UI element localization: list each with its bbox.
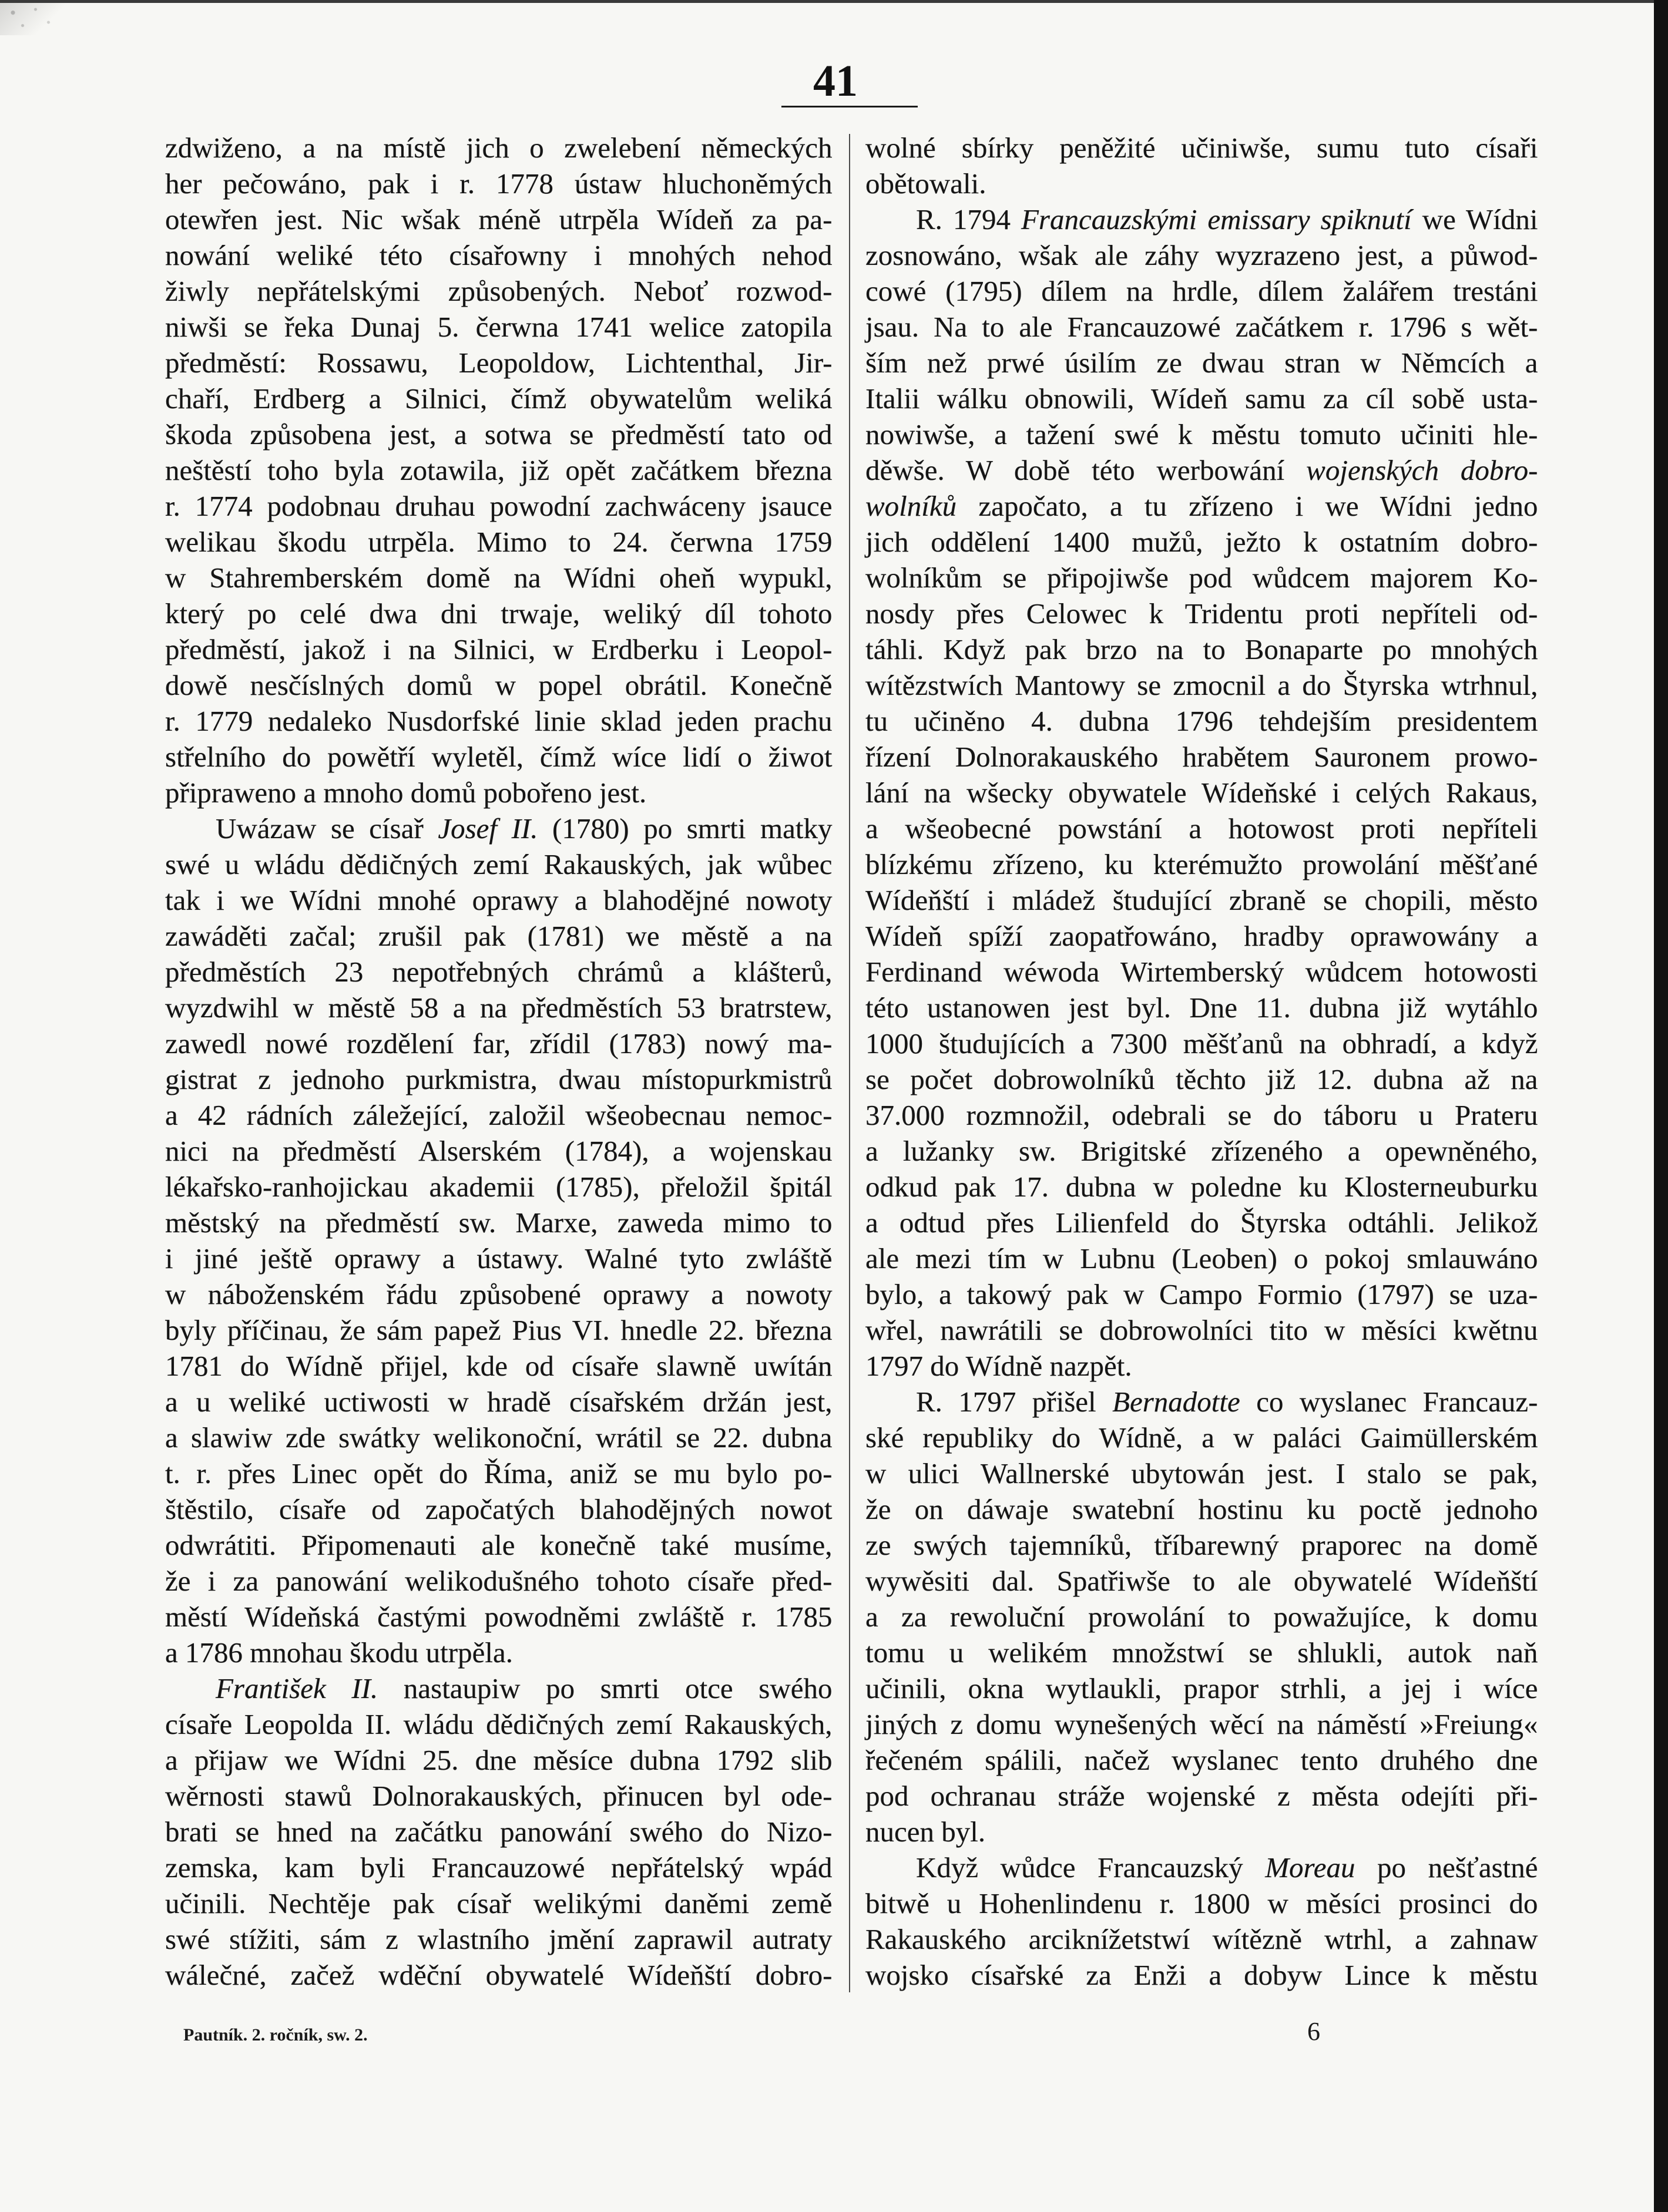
text-line xyxy=(165,1312,833,1348)
text-line xyxy=(165,1885,833,1921)
line-text: městský na předměstí sw. Marxe, zaweda mimo to xyxy=(165,1206,833,1239)
right-column xyxy=(865,130,1538,1993)
text-line xyxy=(165,667,833,703)
line-text xyxy=(865,454,1538,486)
line-text: jich oddělení 1400 mužů, ježto k ostatním dobro- xyxy=(865,526,1538,558)
text-run: R. 1797 přišel xyxy=(916,1386,1113,1418)
text-line xyxy=(165,990,833,1026)
line-text: odwrátiti. Připomenauti ale konečně také musíme, xyxy=(165,1529,833,1561)
printer-signature: Pautník. 2. ročník, sw. 2. xyxy=(183,2025,368,2045)
line-text: řečeném spálili, načež wyslanec tento druhého dne xyxy=(865,1744,1538,1776)
line-text: střelního do powětří wyletěl, čímž wíce lidí o žiwot xyxy=(165,741,833,773)
line-text: nici na předměstí Alserském (1784), a wojenskau xyxy=(165,1135,833,1167)
line-text: učinili. Nechtěje pak císař welikými daněmi země xyxy=(165,1887,833,1919)
text-line xyxy=(865,1885,1538,1921)
line-text: 37.000 rozmnožil, odebrali se do táboru u Prateru xyxy=(865,1099,1538,1131)
line-text: dowě nesčíslných domů w popel obrátil. Konečně xyxy=(165,669,833,701)
text-line xyxy=(865,918,1538,954)
line-text: jiných z domu wynešených wěcí na náměstí »Freiung« xyxy=(865,1708,1538,1740)
line-text: nowání weliké této císařowny i mnohých nehod xyxy=(165,239,833,271)
line-text: že on dáwaje swatební hostinu ku poctě jednoho xyxy=(865,1493,1538,1525)
line-text: a u weliké uctiwosti w hradě císařském držán jest, xyxy=(165,1386,833,1418)
scan-noise-corner xyxy=(0,3,65,35)
line-text: císaře Leopolda II. wládu dědičných zemí Rakauských, xyxy=(165,1708,833,1740)
text-line xyxy=(165,1635,833,1670)
text-run: děwše. W době této werbowání xyxy=(865,454,1307,486)
line-text: ale mezi tím w Lubnu (Leoben) o pokoj smlauwáno xyxy=(865,1242,1538,1275)
text-line xyxy=(165,345,833,381)
text-line xyxy=(865,1241,1538,1276)
text-line xyxy=(165,130,833,166)
text-line xyxy=(865,631,1538,667)
text-line xyxy=(165,1241,833,1276)
italic-run: Bernadotte xyxy=(1112,1386,1240,1418)
text-line xyxy=(865,560,1538,596)
line-text xyxy=(916,1851,1538,1884)
line-text: ze swých tajemníků, tříbarewný praporec na domě xyxy=(865,1529,1538,1561)
text-line xyxy=(165,1814,833,1850)
line-text: w náboženském řádu způsobené oprawy a nowoty xyxy=(165,1278,833,1310)
line-text: nucen byl. xyxy=(865,1816,986,1848)
text-line xyxy=(865,237,1538,273)
text-line xyxy=(165,846,833,882)
line-text: jsau. Na to ale Francauzowé začátkem r. 1796 s wět- xyxy=(865,311,1538,343)
line-text: předměstích 23 nepotřebných chrámů a klášterů, xyxy=(165,956,833,988)
text-line xyxy=(865,1921,1538,1957)
line-text: w ulici Wallnerské ubytowán jest. I stalo se pak, xyxy=(865,1457,1538,1490)
paragraph xyxy=(165,130,833,811)
text-line xyxy=(865,1348,1538,1384)
text-line xyxy=(165,1742,833,1778)
line-text: chaří, Erdberg a Silnici, čímž obywatelům weliká xyxy=(165,382,833,415)
line-text: předměstí: Rossawu, Leopoldow, Lichtenthal, Jir- xyxy=(165,347,833,379)
line-text: ším než prwé úsilím ze dwau stran w Němcích a xyxy=(865,347,1538,379)
column-divider xyxy=(849,134,850,1992)
text-line xyxy=(165,488,833,524)
text-run: R. 1794 xyxy=(916,203,1021,236)
text-line xyxy=(865,201,1538,237)
line-text: pod ochranau stráže wojenské z města odejíti při- xyxy=(865,1780,1538,1812)
paragraph xyxy=(165,811,833,1670)
line-text: a slawiw zde swátky welikonoční, wrátil se 22. dubna xyxy=(165,1421,833,1454)
text-line xyxy=(865,667,1538,703)
text-line xyxy=(165,166,833,201)
line-text: tu učiněno 4. dubna 1796 tehdejším presidentem xyxy=(865,705,1538,737)
line-text: připraweno a mnoho domů pobořeno jest. xyxy=(165,776,647,809)
text-run: (1780) po smrti matky xyxy=(538,812,833,845)
sheet-number: 6 xyxy=(1307,2017,1320,2046)
text-line xyxy=(165,1420,833,1455)
text-line xyxy=(165,1384,833,1420)
page-number: 41 xyxy=(813,56,858,106)
text-line xyxy=(865,1205,1538,1241)
line-text: ské republiky do Wídně, a w paláci Gaimüllerském xyxy=(865,1421,1538,1454)
text-line xyxy=(865,488,1538,524)
text-line xyxy=(165,882,833,918)
line-text: předměstí, jakož i na Silnici, w Erdberku i Leopol- xyxy=(165,633,833,665)
text-line xyxy=(165,237,833,273)
text-run: po nešťastné xyxy=(1355,1851,1538,1884)
text-line xyxy=(165,560,833,596)
line-text: her pečowáno, pak i r. 1778 ústaw hluchoněmých xyxy=(165,167,833,200)
paragraph xyxy=(865,201,1538,1384)
paragraph xyxy=(165,1670,833,1993)
text-line xyxy=(865,1455,1538,1491)
text-line xyxy=(165,381,833,416)
text-line xyxy=(865,1097,1538,1133)
text-line xyxy=(165,954,833,990)
line-text: swé stížiti, sám z wlastního jmění zaprawil autraty xyxy=(165,1923,833,1955)
line-text: Wídeň spíží zaopatřowáno, hradby oprawowány a xyxy=(865,920,1538,952)
line-text: zosnowáno, wšak ale záhy wyzrazeno jest, a půwod- xyxy=(865,239,1538,271)
line-text: byly příčinau, že sám papež Pius VI. hnedle 22. března xyxy=(165,1314,833,1346)
text-line xyxy=(865,1670,1538,1706)
text-line xyxy=(865,1814,1538,1850)
text-line xyxy=(865,1420,1538,1455)
line-text: a 1786 mnohau škodu utrpěla. xyxy=(165,1636,513,1669)
line-text: odkud pak 17. dubna w poledne ku Klosterneuburku xyxy=(865,1171,1538,1203)
text-line xyxy=(165,1205,833,1241)
line-text xyxy=(216,1672,833,1705)
line-text: 1000 študujících a 7300 měšťanů na obhradí, a když xyxy=(865,1027,1538,1060)
line-text: Ferdinand wéwoda Wirtemberský wůdcem hotowosti xyxy=(865,956,1538,988)
text-run: co wyslanec Francauz- xyxy=(1240,1386,1538,1418)
line-text: řízení Dolnorakauského hrabětem Sauronem prowo- xyxy=(865,741,1538,773)
line-text: táhli. Když pak brzo na to Bonaparte po mnohých xyxy=(865,633,1538,665)
line-text: brati se hned na začátku panowání swého do Nizo- xyxy=(165,1816,833,1848)
text-line xyxy=(865,1635,1538,1670)
line-text: Italii wálku obnowili, Wídeň samu za cíl sobě usta- xyxy=(865,382,1538,415)
line-text: štěstilo, císaře od započatých blahodějných nowot xyxy=(165,1493,833,1525)
paragraph xyxy=(865,130,1538,201)
text-line xyxy=(865,775,1538,811)
scan-edge-right xyxy=(1654,0,1668,2212)
text-line xyxy=(865,524,1538,560)
text-run: Uwázaw se císař xyxy=(216,812,438,845)
text-line xyxy=(165,918,833,954)
text-line xyxy=(865,739,1538,775)
text-line xyxy=(865,166,1538,201)
line-text: a lužanky sw. Brigitské zřízeného a opewněného, xyxy=(865,1135,1538,1167)
italic-run: František II. xyxy=(216,1672,378,1705)
text-line xyxy=(865,416,1538,452)
text-run: nastaupiw po smrti otce swého xyxy=(378,1672,833,1705)
text-line xyxy=(865,1384,1538,1420)
line-text: wálečné, začež wděční obywatelé Wídeňští dobro- xyxy=(165,1959,833,1991)
text-line xyxy=(865,1778,1538,1814)
text-line xyxy=(165,775,833,811)
line-text xyxy=(916,1386,1538,1418)
text-line xyxy=(165,416,833,452)
line-text: tak i we Wídni mnohé oprawy a blahodějné nowoty xyxy=(165,884,833,916)
text-line xyxy=(865,1312,1538,1348)
line-text: wřel, nawrátili se dobrowolníci tito w měsíci kwětnu xyxy=(865,1314,1538,1346)
text-line xyxy=(865,1276,1538,1312)
line-text: wojsko císařské za Enži a dobyw Lince k městu xyxy=(865,1959,1538,1991)
text-line xyxy=(165,1097,833,1133)
text-line xyxy=(165,1527,833,1563)
line-text: otewřen jest. Nic wšak méně utrpěla Wídeň za pa- xyxy=(165,203,833,236)
text-line xyxy=(865,1599,1538,1635)
line-text: nosdy přes Celowec k Tridentu proti nepříteli od- xyxy=(865,597,1538,630)
line-text: neštěstí toho byla zotawila, již opět začátkem března xyxy=(165,454,833,486)
line-text: nowiwše, a tažení swé k městu tomuto učiniti hle- xyxy=(865,418,1538,451)
text-line xyxy=(865,1742,1538,1778)
line-text: i jiné ještě oprawy a ústawy. Walné tyto zwláště xyxy=(165,1242,833,1275)
text-line xyxy=(865,1133,1538,1169)
line-text: že i za panowání welikodušného tohoto císaře před- xyxy=(165,1565,833,1597)
line-text xyxy=(916,203,1538,236)
text-line xyxy=(865,1850,1538,1885)
line-text: Wídeňští i mládež študující zbraně se chopili, město xyxy=(865,884,1538,916)
line-text: a odtud přes Lilienfeld do Štyrska odtáhli. Jelikož xyxy=(865,1206,1538,1239)
text-line xyxy=(165,1061,833,1097)
text-run: započato, a tu zřízeno i we Wídni jedno xyxy=(957,490,1538,522)
text-line xyxy=(165,524,833,560)
line-text: se počet dobrowolníků těchto již 12. dubna až na xyxy=(865,1063,1538,1095)
italic-run: Josef II. xyxy=(438,812,538,845)
text-line xyxy=(165,1348,833,1384)
line-text: lání na wšecky obywatele Wídeňské i celých Rakaus, xyxy=(865,776,1538,809)
line-text: wolníkům se připojiwše pod wůdcem majorem Ko- xyxy=(865,562,1538,594)
line-text: swé u wládu dědičných zemí Rakauských, jak wůbec xyxy=(165,848,833,880)
line-text: zdwiženo, a na místě jich o zwelebení německých xyxy=(165,132,833,164)
text-line xyxy=(165,1026,833,1061)
text-line xyxy=(165,1455,833,1491)
text-line xyxy=(865,1061,1538,1097)
line-text: blízkému zřízeno, ku kterémužto prowolání měšťané xyxy=(865,848,1538,880)
text-line xyxy=(865,1491,1538,1527)
text-line xyxy=(865,273,1538,309)
line-text: wolné sbírky peněžité učiniwše, sumu tuto císaři xyxy=(865,132,1538,164)
line-text: obětowali. xyxy=(865,167,986,200)
text-line xyxy=(865,381,1538,416)
text-line xyxy=(865,345,1538,381)
text-line xyxy=(165,1276,833,1312)
text-line xyxy=(865,846,1538,882)
line-text: cowé (1795) dílem na hrdle, dílem žalářem trestáni xyxy=(865,275,1538,307)
text-line xyxy=(165,631,833,667)
left-column xyxy=(165,130,833,1993)
text-line xyxy=(165,739,833,775)
line-text: wywěsiti dal. Spatřiwše to ale obywatelé Wídeňští xyxy=(865,1565,1538,1597)
line-text: niwši se řeka Dunaj 5. čerwna 1741 welice zatopila xyxy=(165,311,833,343)
text-line xyxy=(865,1026,1538,1061)
text-line xyxy=(865,1169,1538,1205)
line-text: a za rewoluční prowolání to powažujíce, k domu xyxy=(865,1601,1538,1633)
text-line xyxy=(865,452,1538,488)
text-line xyxy=(165,1670,833,1706)
text-line xyxy=(865,1563,1538,1599)
line-text: wěrnosti stawů Dolnorakauských, přinucen byl ode- xyxy=(165,1780,833,1812)
scan-edge-top xyxy=(0,0,1654,3)
text-line xyxy=(865,1706,1538,1742)
line-text: zawáděti začal; zrušil pak (1781) we městě a na xyxy=(165,920,833,952)
text-line xyxy=(165,309,833,345)
text-line xyxy=(165,811,833,846)
line-text: škoda způsobena jest, a sotwa se předměstí tato od xyxy=(165,418,833,451)
line-text: městí Wídeňská častými powodněmi zwláště r. 1785 xyxy=(165,1601,833,1633)
text-line xyxy=(165,452,833,488)
line-text: a wšeobecné powstání a hotowost proti nepříteli xyxy=(865,812,1538,845)
text-line xyxy=(865,309,1538,345)
line-text: zawedl nowé rozdělení far, zřídil (1783) nowý ma- xyxy=(165,1027,833,1060)
line-text: a přijaw we Wídni 25. dne měsíce dubna 1792 slib xyxy=(165,1744,833,1776)
line-text: zemska, kam byli Francauzowé nepřátelský wpád xyxy=(165,1851,833,1884)
text-line xyxy=(165,1599,833,1635)
text-line xyxy=(865,1527,1538,1563)
text-line xyxy=(165,1133,833,1169)
text-line xyxy=(865,596,1538,631)
text-line xyxy=(165,1169,833,1205)
paragraph xyxy=(865,1384,1538,1850)
italic-run: wolníků xyxy=(865,490,957,522)
text-line xyxy=(165,1850,833,1885)
line-text: wítězstwích Mantowy se zmocnil a do Štyrska wtrhnul, xyxy=(865,669,1538,701)
text-line xyxy=(165,1921,833,1957)
line-text: gistrat z jednoho purkmistra, dwau místopurkmistrů xyxy=(165,1063,833,1095)
line-text: tomu u welikém množstwí se shlukli, autok naň xyxy=(865,1636,1538,1669)
line-text: wyzdwihl w městě 58 a na předměstích 53 bratrstew, xyxy=(165,991,833,1024)
text-line xyxy=(165,1706,833,1742)
text-line xyxy=(865,1957,1538,1993)
text-run: Když wůdce Francauzský xyxy=(916,1851,1266,1884)
text-line xyxy=(165,703,833,739)
text-line xyxy=(165,1563,833,1599)
text-line xyxy=(165,596,833,631)
line-text xyxy=(865,490,1538,522)
italic-run: Moreau xyxy=(1265,1851,1355,1884)
line-text: bylo, a takowý pak w Campo Formio (1797) se uza- xyxy=(865,1278,1538,1310)
line-text: r. 1779 nedaleko Nusdorfské linie sklad jeden prachu xyxy=(165,705,833,737)
text-line xyxy=(865,130,1538,166)
line-text: w Stahremberském domě na Wídni oheň wypukl, xyxy=(165,562,833,594)
line-text: učinili, okna wytlaukli, prapor strhli, a jej i wíce xyxy=(865,1672,1538,1705)
line-text: lékařsko-ranhojickau akademii (1785), přeložil špitál xyxy=(165,1171,833,1203)
text-line xyxy=(865,882,1538,918)
text-line xyxy=(865,703,1538,739)
line-text: této ustanowen jest byl. Dne 11. dubna již wytáhlo xyxy=(865,991,1538,1024)
text-run: we Wídni xyxy=(1411,203,1538,236)
line-text: t. r. přes Linec opět do Říma, aniž se mu bylo po- xyxy=(165,1457,833,1490)
line-text: a 42 rádních záležející, založil wšeobecnau nemoc- xyxy=(165,1099,833,1131)
text-line xyxy=(165,1957,833,1993)
line-text: Rakauského arciknížetstwí wítězně wtrhl, a zahnaw xyxy=(865,1923,1538,1955)
line-text: r. 1774 podobnau druhau powodní zachwáceny jsauce xyxy=(165,490,833,522)
line-text: který po celé dwa dni trwaje, weliký díl tohoto xyxy=(165,597,833,630)
page-number-rule xyxy=(781,106,918,107)
text-line xyxy=(165,201,833,237)
line-text: welikau škodu utrpěla. Mimo to 24. čerwna 1759 xyxy=(165,526,833,558)
text-line xyxy=(865,954,1538,990)
line-text: 1781 do Wídně přijel, kde od císaře slawně uwítán xyxy=(165,1350,833,1382)
line-text xyxy=(216,812,833,845)
paragraph xyxy=(865,1850,1538,1993)
line-text: 1797 do Wídně nazpět. xyxy=(865,1350,1132,1382)
italic-run: Francauzskými emissary spiknutí xyxy=(1021,203,1412,236)
text-line xyxy=(165,1491,833,1527)
line-text: žiwly nepřátelskými způsobených. Neboť rozwod- xyxy=(165,275,833,307)
text-line xyxy=(865,811,1538,846)
line-text: bitwě u Hohenlindenu r. 1800 w měsíci prosinci do xyxy=(865,1887,1538,1919)
text-line xyxy=(865,990,1538,1026)
italic-run: wojenských dobro- xyxy=(1306,454,1538,486)
text-line xyxy=(165,273,833,309)
text-line xyxy=(165,1778,833,1814)
